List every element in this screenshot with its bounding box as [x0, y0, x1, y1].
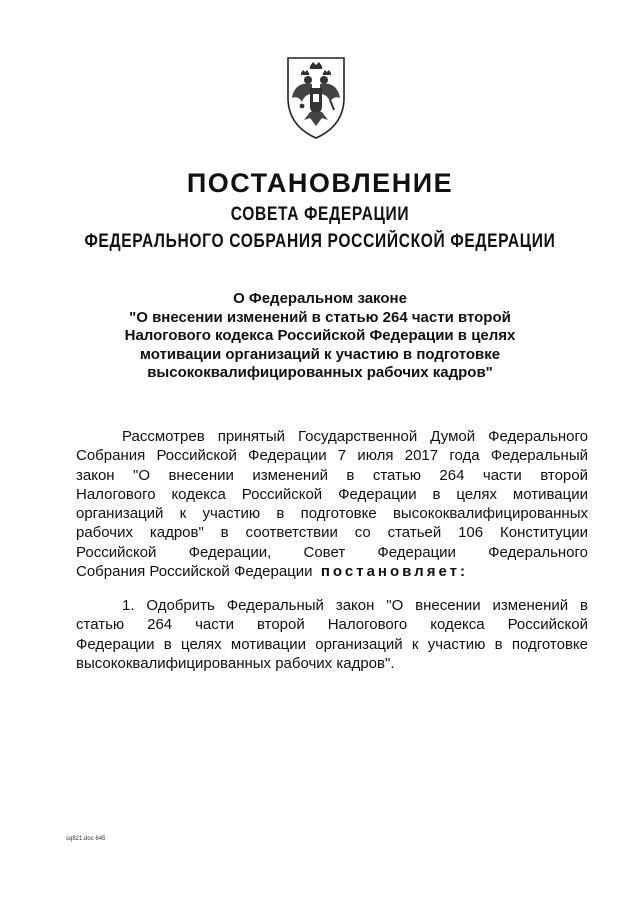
- paragraph-line-text: Собрания Российской Федерации: [76, 563, 313, 581]
- paragraph-line: 1. Одобрить Федеральный закон "О внесении изменений в: [122, 597, 588, 614]
- paragraph-line: организаций к участию в подготовке высококвалифицированных: [76, 505, 588, 523]
- subject-line: О Федеральном законе: [233, 290, 407, 307]
- paragraph-line: Федерации в целях мотивации организаций к участию в подготовке: [76, 635, 588, 653]
- preamble-paragraph: [76, 427, 588, 581]
- subject-line: высококвалифицированных рабочих кадров": [147, 364, 493, 381]
- subject-line: "О внесении изменений в статью 264 части второй: [129, 308, 511, 326]
- issuer-line-1: СОВЕТА ФЕДЕРАЦИИ: [230, 204, 410, 225]
- document-title: ПОСТАНОВЛЕНИЕ: [186, 168, 454, 198]
- subject-line: Налогового кодекса Российской Федерации в целях: [124, 327, 516, 344]
- resolves-colon: :: [459, 563, 468, 581]
- paragraph-line: статью 264 части второй Налогового кодекса Российской: [76, 616, 588, 634]
- paragraph-line: рабочих кадров" в соответствии со статьей 106 Конституции: [76, 524, 588, 542]
- issuer-line-2: ФЕДЕРАЛЬНОГО СОБРАНИЯ РОССИЙСКОЙ ФЕДЕРАЦИИ: [84, 231, 556, 252]
- paragraph-last-line: [76, 562, 588, 581]
- coat-of-arms-icon: [274, 54, 358, 140]
- document-subject: [60, 290, 580, 383]
- document-file-code: sq821.doc 645: [66, 836, 106, 842]
- paragraph-line: Российской Федерации, Совет Федерации Федерального: [76, 543, 588, 561]
- paragraph-line: Налогового кодекса Российской Федерации в целях мотивации: [76, 485, 588, 503]
- paragraph-line: закон "О внесении изменений в статью 264 части второй: [76, 466, 588, 484]
- paragraph-line: Собрания Российской Федерации 7 июля 2017 года Федеральный: [76, 447, 588, 465]
- paragraph-line: высококвалифицированных рабочих кадров".: [76, 654, 395, 672]
- paragraph-line: Рассмотрев принятый Государственной Думой Федерального: [122, 428, 588, 445]
- resolves-word: постановляет: [320, 563, 460, 581]
- subject-line: мотивации организаций к участию в подготовке: [139, 345, 501, 363]
- resolution-item-1: [76, 596, 588, 673]
